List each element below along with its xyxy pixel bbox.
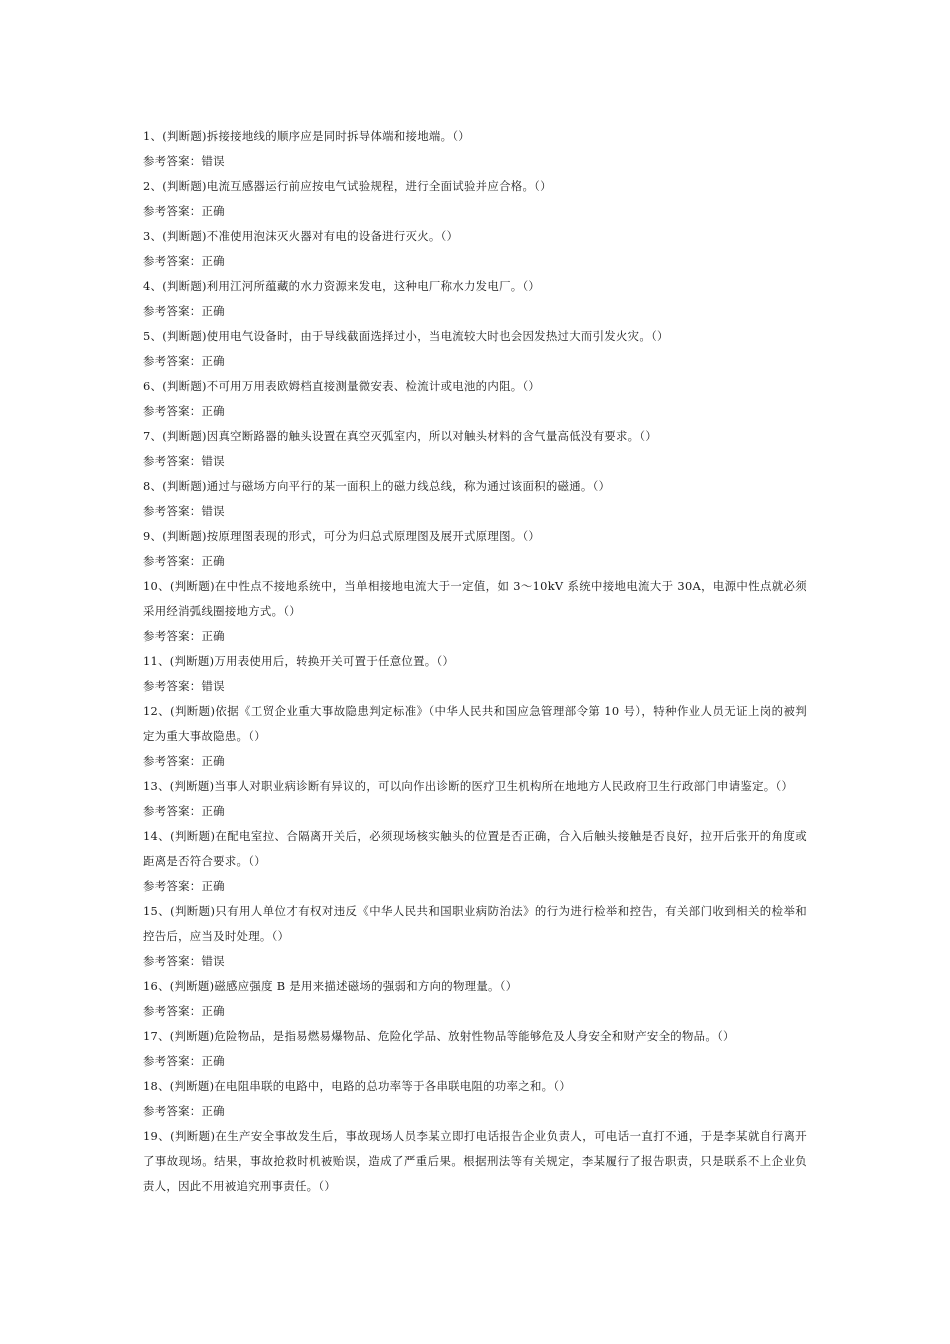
answer-text: 参考答案：正确: [143, 1104, 225, 1118]
question-text: 4、(判断题)利用江河所蕴藏的水力资源来发电，这种电厂称水力发电厂。（）: [143, 279, 541, 293]
answer-text: 参考答案：正确: [143, 1054, 225, 1068]
question-text: 3、(判断题)不准使用泡沫灭火器对有电的设备进行灭火。（）: [143, 229, 459, 243]
question-text: 11、(判断题)万用表使用后，转换开关可置于任意位置。（）: [143, 654, 455, 668]
answer-text: 参考答案：正确: [143, 629, 225, 643]
question-text: 9、(判断题)按原理图表现的形式，可分为归总式原理图及展开式原理图。（）: [143, 529, 541, 543]
answer-text: 参考答案：错误: [143, 154, 225, 168]
answer-text: 参考答案：正确: [143, 204, 225, 218]
question-text: 5、(判断题)使用电气设备时，由于导线截面选择过小，当电流较大时也会因发热过大而引发火灾。（）: [143, 329, 669, 343]
answer-text: 参考答案：正确: [143, 1004, 225, 1018]
answer-text: 参考答案：错误: [143, 454, 225, 468]
answer-text: 参考答案：正确: [143, 554, 225, 568]
question-text: 6、(判断题)不可用万用表欧姆档直接测量微安表、检流计或电池的内阻。（）: [143, 379, 541, 393]
answer-text: 参考答案：正确: [143, 304, 225, 318]
answer-text: 参考答案：错误: [143, 504, 225, 518]
question-text: 7、(判断题)因真空断路器的触头设置在真空灭弧室内，所以对触头材料的含气量高低没有要求。（）: [143, 429, 658, 443]
question-text: 12、(判断题)依据《工贸企业重大事故隐患判定标准》（中华人民共和国应急管理部令第 10 号），特种作业人员无证上岗的被判定为重大事故隐患。（）: [143, 704, 807, 743]
answer-text: 参考答案：正确: [143, 879, 225, 893]
question-text: 18、(判断题)在电阻串联的电路中，电路的总功率等于各串联电阻的功率之和。（）: [143, 1079, 572, 1093]
question-text: 2、(判断题)电流互感器运行前应按电气试验规程，进行全面试验并应合格。（）: [143, 179, 552, 193]
answer-text: 参考答案：错误: [143, 679, 225, 693]
answer-text: 参考答案：正确: [143, 804, 225, 818]
question-text: 10、(判断题)在中性点不接地系统中，当单相接地电流大于一定值，如 3～10kV 系统中接地电流大于 30A，电源中性点就必须采用经消弧线圈接地方式。（）: [143, 579, 807, 618]
answer-text: 参考答案：正确: [143, 354, 225, 368]
question-text: 1、(判断题)拆接接地线的顺序应是同时拆导体端和接地端。（）: [143, 129, 470, 143]
question-text: 19、(判断题)在生产安全事故发生后，事故现场人员李某立即打电话报告企业负责人，可电话一直打不通，于是李某就自行离开了事故现场。结果，事故抢救时机被贻误，造成了严重后果。根据刑法等有关规定，李某履行了报告职责，只是联系不上企业负责人，因此不用被追究刑事责任。（）: [143, 1129, 807, 1193]
question-text: 13、(判断题)当事人对职业病诊断有异议的，可以向作出诊断的医疗卫生机构所在地地方人民政府卫生行政部门申请鉴定。（）: [143, 779, 794, 793]
answer-text: 参考答案：正确: [143, 254, 225, 268]
answer-text: 参考答案：错误: [143, 954, 225, 968]
answer-text: 参考答案：正确: [143, 404, 225, 418]
question-text: 14、(判断题)在配电室拉、合隔离开关后，必须现场核实触头的位置是否正确，合入后触头接触是否良好，拉开后张开的角度或距离是否符合要求。（）: [143, 829, 807, 868]
question-text: 8、(判断题)通过与磁场方向平行的某一面积上的磁力线总线，称为通过该面积的磁通。（）: [143, 479, 611, 493]
answer-text: 参考答案：正确: [143, 754, 225, 768]
question-list: [143, 124, 807, 1199]
question-text: 16、(判断题)磁感应强度 B 是用来描述磁场的强弱和方向的物理量。（）: [143, 979, 518, 993]
question-text: 17、(判断题)危险物品，是指易燃易爆物品、危险化学品、放射性物品等能够危及人身安全和财产安全的物品。（）: [143, 1029, 735, 1043]
question-text: 15、(判断题)只有用人单位才有权对违反《中华人民共和国职业病防治法》的行为进行检举和控告，有关部门收到相关的检举和控告后，应当及时处理。（）: [143, 904, 807, 943]
